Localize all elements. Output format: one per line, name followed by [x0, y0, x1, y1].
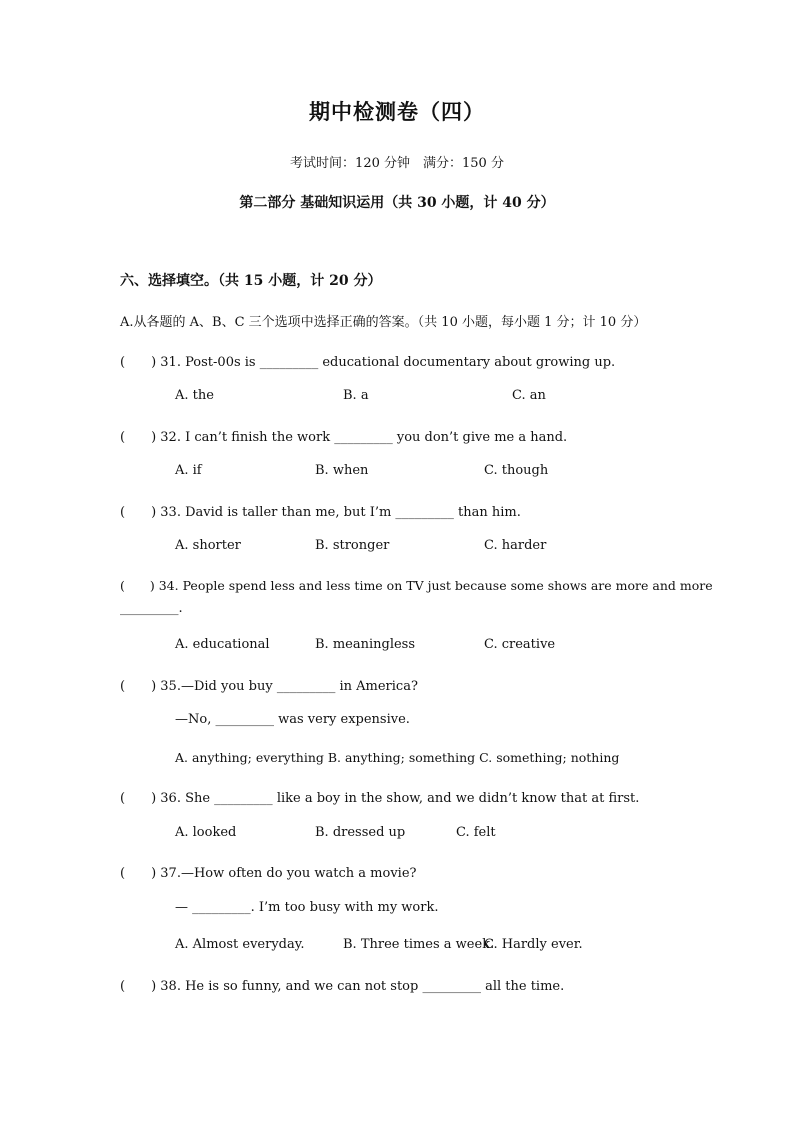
section-instruction: A.从各题的 A、B、C 三个选项中选择正确的答案。（共 10 小题，每小题 1 分；计 10 分） [120, 315, 647, 330]
question-35: ( ) 35.—Did you buy _________ in America? [120, 679, 418, 694]
question-38: ( ) 38. He is so funny, and we can not stop _________ all the time. [120, 979, 565, 994]
question-37-reply: — _________. I’m too busy with my work. [175, 900, 439, 915]
question-31-option-c: C. an [512, 388, 546, 403]
page-title: 期中检测卷（四） [309, 99, 485, 124]
question-35-options: A. anything; everything B. anything; something C. something; nothing [175, 750, 620, 765]
question-37-option-a: A. Almost everyday. [175, 937, 305, 952]
question-31-option-a: A. the [175, 388, 214, 403]
question-34: ( ) 34. People spend less and less time on TV just because some shows are more and more [120, 578, 713, 593]
question-34-continuation: _________. [120, 601, 183, 616]
question-31: ( ) 31. Post-00s is _________ educational documentary about growing up. [120, 355, 616, 370]
question-37: ( ) 37.—How often do you watch a movie? [120, 866, 417, 881]
question-31-option-b: B. a [343, 388, 369, 403]
question-37-option-c: C. Hardly ever. [484, 937, 583, 952]
question-35-reply: —No, _________ was very expensive. [175, 712, 410, 727]
question-33-option-a: A. shorter [175, 538, 241, 553]
question-36: ( ) 36. She _________ like a boy in the show, and we didn’t know that at first. [120, 791, 640, 806]
question-33-option-c: C. harder [484, 538, 547, 553]
question-32-option-c: C. though [484, 463, 549, 478]
section-heading: 六、选择填空。（共 15 小题，计 20 分） [120, 273, 382, 289]
exam-info: 考试时间：120 分钟 满分：150 分 [290, 156, 504, 171]
question-37-option-b: B. Three times a week. [343, 937, 495, 952]
question-34-option-c: C. creative [484, 637, 556, 652]
question-36-option-b: B. dressed up [315, 825, 406, 840]
question-32: ( ) 32. I can’t finish the work _________ you don’t give me a hand. [120, 430, 568, 445]
question-32-option-a: A. if [175, 463, 202, 478]
question-36-option-c: C. felt [456, 825, 496, 840]
question-36-option-a: A. looked [175, 825, 237, 840]
question-32-option-b: B. when [315, 463, 369, 478]
question-34-option-a: A. educational [175, 637, 270, 652]
question-33: ( ) 33. David is taller than me, but I’m _________ than him. [120, 505, 521, 520]
part-heading: 第二部分 基础知识运用（共 30 小题，计 40 分） [239, 195, 555, 211]
question-34-option-b: B. meaningless [315, 637, 416, 652]
question-33-option-b: B. stronger [315, 538, 390, 553]
